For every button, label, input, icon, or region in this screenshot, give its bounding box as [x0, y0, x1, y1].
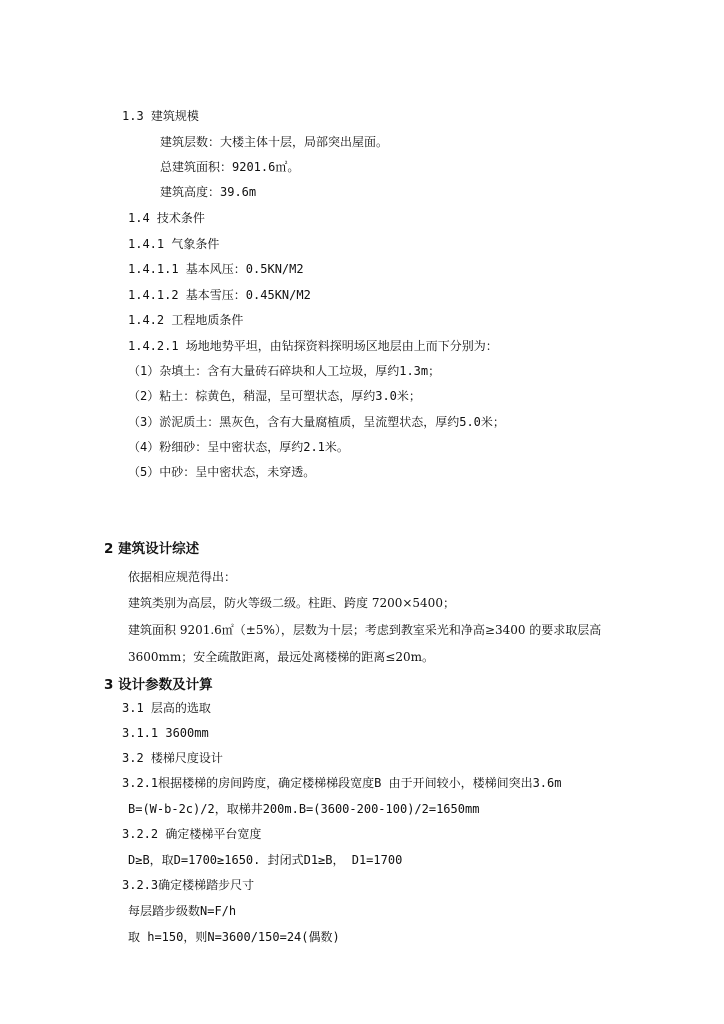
soil-layer-item: （2）粘土：棕黄色，稍湿，呈可塑状态，厚约3.0米；	[128, 389, 421, 403]
soil-layer-item: （1）杂填土：含有大量砖石碎块和人工垃圾，厚约1.3m；	[128, 364, 441, 378]
building-floors-text: 建筑层数：大楼主体十层，局部突出屋面。	[160, 135, 389, 149]
heading-1-4: 1.4 技术条件	[128, 211, 205, 225]
heading-1-4-1: 1.4.1 气象条件	[128, 237, 220, 251]
section-2-heading: 2 建筑设计综述	[104, 541, 200, 557]
heading-3-2-2: 3.2.2 确定楼梯平台宽度	[122, 827, 262, 841]
section-2-line: 依据相应规范得出：	[128, 570, 237, 584]
building-area-text: 总建筑面积：9201.6㎡。	[160, 160, 300, 174]
heading-3-1-1: 3.1.1 3600mm	[122, 726, 209, 740]
site-terrain-text: 1.4.2.1 场地地势平坦，由钻探资料探明场区地层由上而下分别为：	[128, 339, 498, 353]
section-3-heading: 3 设计参数及计算	[104, 677, 213, 693]
soil-layer-item: （4）粉细砂：呈中密状态，厚约2.1米。	[128, 440, 349, 454]
steps-per-floor-formula: 每层踏步级数N=F/h	[128, 904, 237, 918]
building-height-text: 建筑高度：39.6m	[160, 185, 257, 199]
heading-1-4-2: 1.4.2 工程地质条件	[128, 313, 244, 327]
stair-width-formula: B=(W-b-2c)/2，取梯井200m.B=(3600-200-100)/2=1650mm	[128, 802, 480, 816]
soil-layer-item: （3）淤泥质土：黑灰色，含有大量腐植质，呈流塑状态，厚约5.0米；	[128, 415, 505, 429]
heading-3-2: 3.2 楼梯尺度设计	[122, 751, 223, 765]
section-2-line: 3600mm；安全疏散距离，最远处离楼梯的距离≤20m。	[128, 650, 435, 664]
wind-pressure-text: 1.4.1.1 基本风压：0.5KN/M2	[128, 262, 304, 276]
section-2-line: 建筑面积 9201.6㎡（±5%），层数为十层；考虑到教室采光和净高≥3400 的要求取层高	[128, 623, 602, 637]
heading-1-3: 1.3 建筑规模	[122, 109, 199, 123]
section-2-line: 建筑类别为高层，防火等级二级。柱距、跨度 7200×5400；	[128, 596, 455, 610]
steps-value-formula: 取 h=150，则N=3600/150=24(偶数)	[128, 930, 340, 944]
heading-3-2-1: 3.2.1根据楼梯的房间跨度，确定楼梯梯段宽度B 由于开间较小，楼梯间突出3.6m	[122, 776, 562, 790]
snow-pressure-text: 1.4.1.2 基本雪压：0.45KN/M2	[128, 288, 311, 302]
soil-layer-item: （5）中砂：呈中密状态，未穿透。	[128, 465, 316, 479]
heading-3-1: 3.1 层高的选取	[122, 701, 211, 715]
platform-width-formula: D≥B，取D=1700≥1650. 封闭式D1≥B， D1=1700	[128, 853, 403, 867]
heading-3-2-3: 3.2.3确定楼梯踏步尺寸	[122, 878, 255, 892]
